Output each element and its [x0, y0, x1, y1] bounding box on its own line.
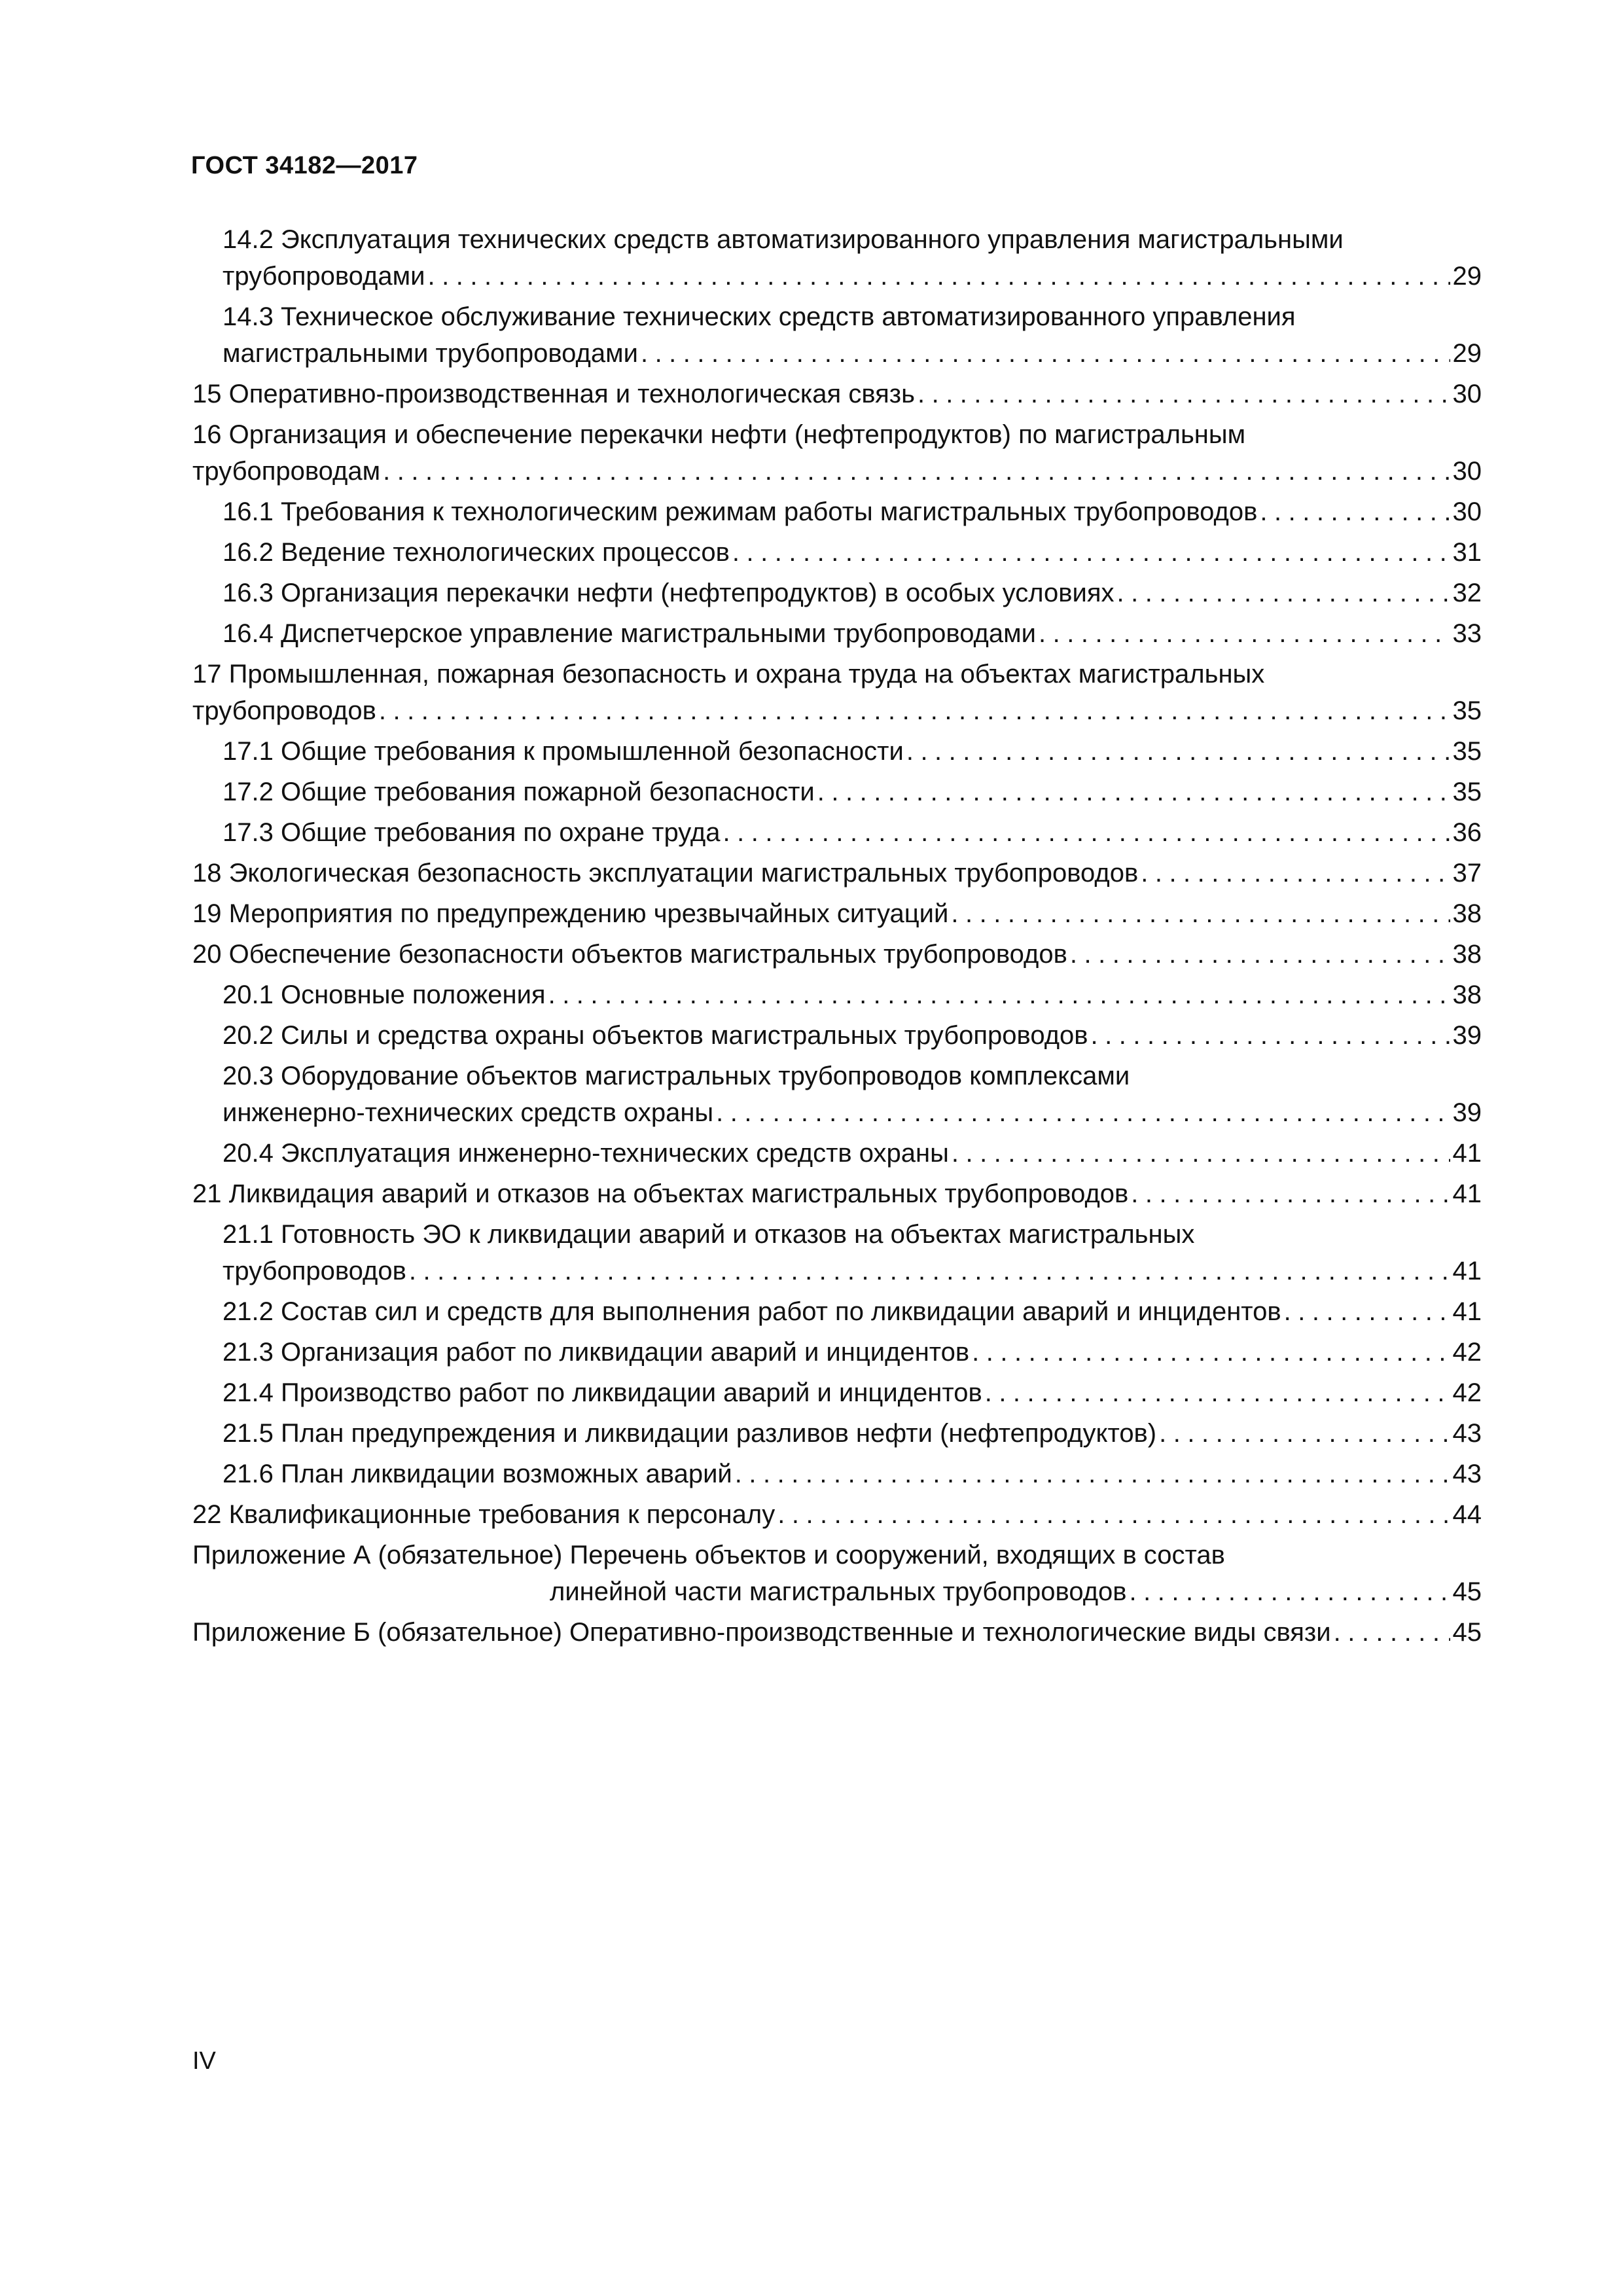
toc-entry-title: 21.2 Состав сил и средств для выполнения работ по ликвидации аварий и инцидентов	[223, 1297, 1281, 1326]
dot-leader	[723, 814, 1450, 851]
toc-entry-title-line: 21.1 Готовность ЭО к ликвидации аварий и отказов на объектах магистральных	[223, 1220, 1195, 1249]
toc-entry[interactable]	[192, 1058, 1482, 1131]
toc-entry-title: трубопроводов	[192, 696, 376, 725]
toc-entry[interactable]	[192, 895, 1482, 932]
toc-entry[interactable]	[192, 1415, 1482, 1452]
toc-entry[interactable]	[192, 1216, 1482, 1289]
toc-entry[interactable]	[192, 1175, 1482, 1212]
toc-entry-page: 29	[1452, 339, 1482, 368]
toc-entry-title: 20.1 Основные положения	[223, 980, 546, 1009]
dot-leader	[1131, 1175, 1450, 1212]
dot-leader	[972, 1334, 1450, 1371]
toc-entry-title: 16.3 Организация перекачки нефти (нефтепродуктов) в особых условиях	[223, 579, 1115, 607]
toc-entry[interactable]	[192, 977, 1482, 1013]
toc-entry-title: инженерно-технических средств охраны	[223, 1098, 714, 1127]
toc-entry-title-line: 16 Организация и обеспечение перекачки нефти (нефтепродуктов) по магистральным	[192, 420, 1246, 449]
toc-entry[interactable]	[192, 534, 1482, 571]
toc-entry[interactable]	[192, 298, 1482, 372]
toc-entry[interactable]	[192, 1614, 1482, 1651]
toc-entry-page: 45	[1452, 1577, 1482, 1606]
toc-entry-title: Приложение Б (обязательное) Оперативно-производственные и технологические виды связи	[192, 1618, 1331, 1647]
dot-leader	[427, 258, 1450, 295]
toc-entry-page: 37	[1452, 859, 1482, 888]
toc-entry-title: 16.4 Диспетчерское управление магистральными трубопроводами	[223, 619, 1036, 648]
page-header-standard: ГОСТ 34182—2017	[191, 152, 418, 179]
toc-entry-page: 44	[1452, 1500, 1482, 1529]
dot-leader	[985, 1374, 1450, 1411]
toc-entry-title: 15 Оперативно-производственная и технологическая связь	[192, 380, 915, 408]
toc-entry[interactable]	[192, 221, 1482, 295]
toc-entry-page: 38	[1452, 940, 1482, 969]
dot-leader	[716, 1094, 1450, 1131]
toc-entry-title-line: 17 Промышленная, пожарная безопасность и охрана труда на объектах магистральных	[192, 660, 1265, 689]
dot-leader	[1039, 615, 1450, 652]
toc-entry[interactable]	[192, 733, 1482, 770]
toc-entry-title: трубопроводам	[192, 457, 381, 486]
toc-entry-page: 41	[1452, 1139, 1482, 1168]
dot-leader	[379, 692, 1450, 729]
toc-entry-page: 30	[1452, 380, 1482, 408]
dot-leader	[732, 534, 1450, 571]
toc-entry-title: 21.4 Производство работ по ликвидации аварий и инцидентов	[223, 1378, 982, 1407]
dot-leader	[1130, 1573, 1450, 1610]
toc-entry-title-line: Приложение А (обязательное) Перечень объектов и сооружений, входящих в состав	[192, 1541, 1225, 1570]
toc-entry[interactable]	[192, 936, 1482, 973]
dot-leader	[918, 376, 1450, 412]
toc-entry[interactable]	[192, 493, 1482, 530]
toc-entry-title: магистральными трубопроводами	[223, 339, 638, 368]
toc-entry-title-line: 14.3 Техническое обслуживание технических средств автоматизированного управления	[223, 302, 1296, 331]
toc-entry-page: 39	[1452, 1098, 1482, 1127]
toc-entry-title: 22 Квалификационные требования к персоналу	[192, 1500, 776, 1529]
toc-entry-page: 35	[1452, 737, 1482, 766]
toc-entry[interactable]	[192, 376, 1482, 412]
toc-entry-title: линейной части магистральных трубопроводов	[550, 1577, 1127, 1606]
toc-entry-title: 16.2 Ведение технологических процессов	[223, 538, 730, 567]
dot-leader	[409, 1253, 1450, 1289]
toc-entry-title: 17.2 Общие требования пожарной безопасности	[223, 778, 815, 806]
toc-entry-page: 29	[1452, 262, 1482, 291]
toc-entry[interactable]	[192, 1293, 1482, 1330]
toc-entry-page: 35	[1452, 778, 1482, 806]
toc-entry-page: 38	[1452, 980, 1482, 1009]
toc-entry[interactable]	[192, 855, 1482, 891]
toc-entry-page: 41	[1452, 1257, 1482, 1285]
toc-entry[interactable]	[192, 1334, 1482, 1371]
toc-entry-page: 39	[1452, 1021, 1482, 1050]
toc-entry-page: 31	[1452, 538, 1482, 567]
page-number: IV	[192, 2047, 216, 2075]
toc-entry[interactable]	[192, 1374, 1482, 1411]
toc-entry-page: 43	[1452, 1460, 1482, 1488]
dot-leader	[817, 774, 1450, 810]
toc-entry-page: 36	[1452, 818, 1482, 847]
toc-entry[interactable]	[192, 774, 1482, 810]
toc-entry-page: 43	[1452, 1419, 1482, 1448]
toc-entry-title: 21.3 Организация работ по ликвидации аварий и инцидентов	[223, 1338, 970, 1367]
toc-entry-page: 45	[1452, 1618, 1482, 1647]
toc-entry-page: 41	[1452, 1179, 1482, 1208]
toc-entry[interactable]	[192, 575, 1482, 611]
dot-leader	[1334, 1614, 1450, 1651]
table-of-contents	[192, 221, 1482, 1655]
dot-leader	[777, 1496, 1450, 1533]
toc-entry[interactable]	[192, 1456, 1482, 1492]
dot-leader	[383, 453, 1450, 490]
dot-leader	[735, 1456, 1450, 1492]
dot-leader	[951, 895, 1450, 932]
toc-entry-title: 17.3 Общие требования по охране труда	[223, 818, 721, 847]
toc-entry-title: 21.5 План предупреждения и ликвидации разливов нефти (нефтепродуктов)	[223, 1419, 1157, 1448]
toc-entry-page: 38	[1452, 899, 1482, 928]
toc-entry[interactable]	[192, 1496, 1482, 1533]
toc-entry-title: 20.4 Эксплуатация инженерно-технических средств охраны	[223, 1139, 949, 1168]
toc-entry-page: 35	[1452, 696, 1482, 725]
toc-entry[interactable]	[192, 814, 1482, 851]
toc-entry-title: 21 Ликвидация аварий и отказов на объектах магистральных трубопроводов	[192, 1179, 1129, 1208]
dot-leader	[548, 977, 1450, 1013]
toc-entry[interactable]	[192, 656, 1482, 729]
toc-entry-page: 42	[1452, 1378, 1482, 1407]
dot-leader	[1260, 493, 1450, 530]
dot-leader	[906, 733, 1450, 770]
toc-entry-title: 17.1 Общие требования к промышленной безопасности	[223, 737, 904, 766]
toc-entry-page: 32	[1452, 579, 1482, 607]
toc-entry-title: 20 Обеспечение безопасности объектов магистральных трубопроводов	[192, 940, 1067, 969]
toc-entry[interactable]	[192, 416, 1482, 490]
toc-entry[interactable]	[192, 1135, 1482, 1172]
toc-entry[interactable]	[192, 1537, 1482, 1610]
toc-entry-page: 30	[1452, 457, 1482, 486]
toc-entry-page: 42	[1452, 1338, 1482, 1367]
dot-leader	[1091, 1017, 1450, 1054]
dot-leader	[1141, 855, 1450, 891]
toc-entry-title: 20.2 Силы и средства охраны объектов магистральных трубопроводов	[223, 1021, 1088, 1050]
dot-leader	[952, 1135, 1450, 1172]
toc-entry-title: 16.1 Требования к технологическим режимам работы магистральных трубопроводов	[223, 497, 1258, 526]
toc-entry-title: трубопроводами	[223, 262, 425, 291]
toc-entry-page: 30	[1452, 497, 1482, 526]
toc-entry-page: 33	[1452, 619, 1482, 648]
toc-entry-title: 19 Мероприятия по предупреждению чрезвычайных ситуаций	[192, 899, 949, 928]
dot-leader	[1159, 1415, 1450, 1452]
dot-leader	[1070, 936, 1450, 973]
dot-leader	[1117, 575, 1450, 611]
toc-entry-page: 41	[1452, 1297, 1482, 1326]
dot-leader	[641, 335, 1450, 372]
toc-entry[interactable]	[192, 615, 1482, 652]
toc-entry-title: 18 Экологическая безопасность эксплуатации магистральных трубопроводов	[192, 859, 1139, 888]
toc-entry[interactable]	[192, 1017, 1482, 1054]
toc-entry-title-line: 20.3 Оборудование объектов магистральных трубопроводов комплексами	[223, 1062, 1130, 1090]
toc-entry-title-line: 14.2 Эксплуатация технических средств автоматизированного управления магистральными	[223, 225, 1344, 254]
toc-entry-title: 21.6 План ликвидации возможных аварий	[223, 1460, 732, 1488]
dot-leader	[1284, 1293, 1450, 1330]
toc-entry-title: трубопроводов	[223, 1257, 406, 1285]
